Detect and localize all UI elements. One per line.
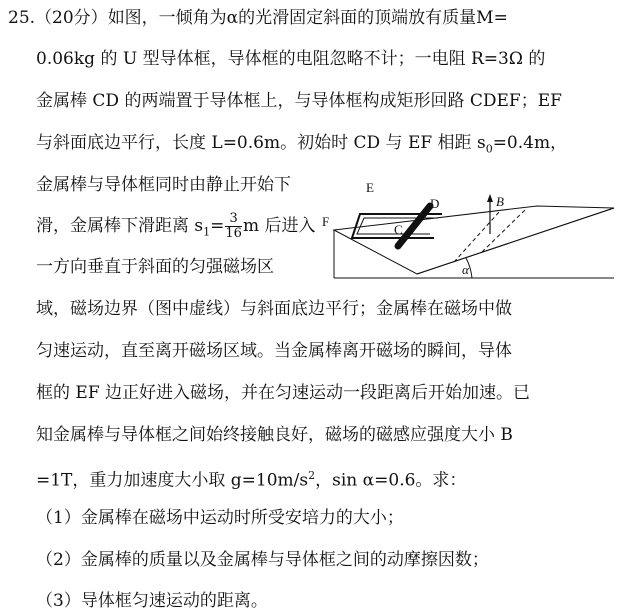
incline-slope-edge [417,208,614,274]
question-1: （1）金属棒在磁场中运动时所受安培力的大小； [36,508,404,528]
line-2: 0.06kg 的 U 型导体框，导体框的电阻忽略不计；一电阻 R=3Ω 的 [36,49,546,69]
line-9: 匀速运动，直至离开磁场区域。当金属棒离开磁场的瞬间，导体 [36,341,512,361]
label-b: B [496,194,504,209]
line-6 [36,212,315,244]
line-12-text-b: ，sin α=0.6。求： [315,470,467,491]
label-alpha: α [462,262,469,277]
line-11: 知金属棒与导体框之间始终接触良好，磁场的磁感应强度大小 B [36,425,513,445]
line-12-sup: 2 [308,469,316,482]
line-6-eq: = [210,216,225,236]
problem-number: 25. [8,8,36,28]
line-6-text-a: 滑，金属棒下滑距离 s [36,216,204,236]
line-10: 框的 EF 边正好进入磁场，并在匀速运动一段距离后开始加速。已 [36,383,531,403]
metal-rod-cd [398,206,430,246]
label-c: C [394,222,403,237]
line-1-text: 如图，一倾角为α的光滑固定斜面的顶端放有质量M= [107,8,508,28]
line-6-sub: 1 [203,225,211,239]
problem-score: （20分） [35,8,108,28]
field-boundary-upper [482,208,527,252]
line-8: 域，磁场边界（图中虚线）与斜面底边平行；金属棒在磁场中做 [36,299,512,319]
line-7: 一方向垂直于斜面的匀强磁场区 [36,257,274,277]
incline-figure [322,178,622,283]
line-5: 金属棒与导体框同时由静止开始下 [36,175,291,195]
line-12 [36,464,466,493]
label-d: D [430,196,440,211]
line-3: 金属棒 CD 的两端置于导体框上，与导体框构成矩形回路 CDEF；EF [36,91,562,111]
label-e: E [366,180,374,195]
line-1 [8,6,508,30]
field-b-arrowhead [487,194,493,202]
fraction-denominator: 16 [225,226,242,241]
line-4-text-a: 与斜面底边平行，长度 L=0.6m。初始时 CD 与 EF 相距 s [36,133,486,153]
question-3: （3）导体框匀速运动的距离。 [36,591,268,611]
fraction [225,212,242,241]
fraction-numerator: 3 [225,212,242,227]
question-2: （2）金属棒的质量以及金属棒与导体框之间的动摩擦因数； [36,550,489,570]
line-4-sub: 0 [485,142,493,156]
label-f: F [322,214,330,229]
line-4-text-b: =0.4m， [492,133,568,153]
line-6-text-b: m 后进入 [242,216,316,236]
line-4 [36,131,567,161]
line-12-text-a: =1T，重力加速度大小取 g=10m/s [36,470,309,491]
